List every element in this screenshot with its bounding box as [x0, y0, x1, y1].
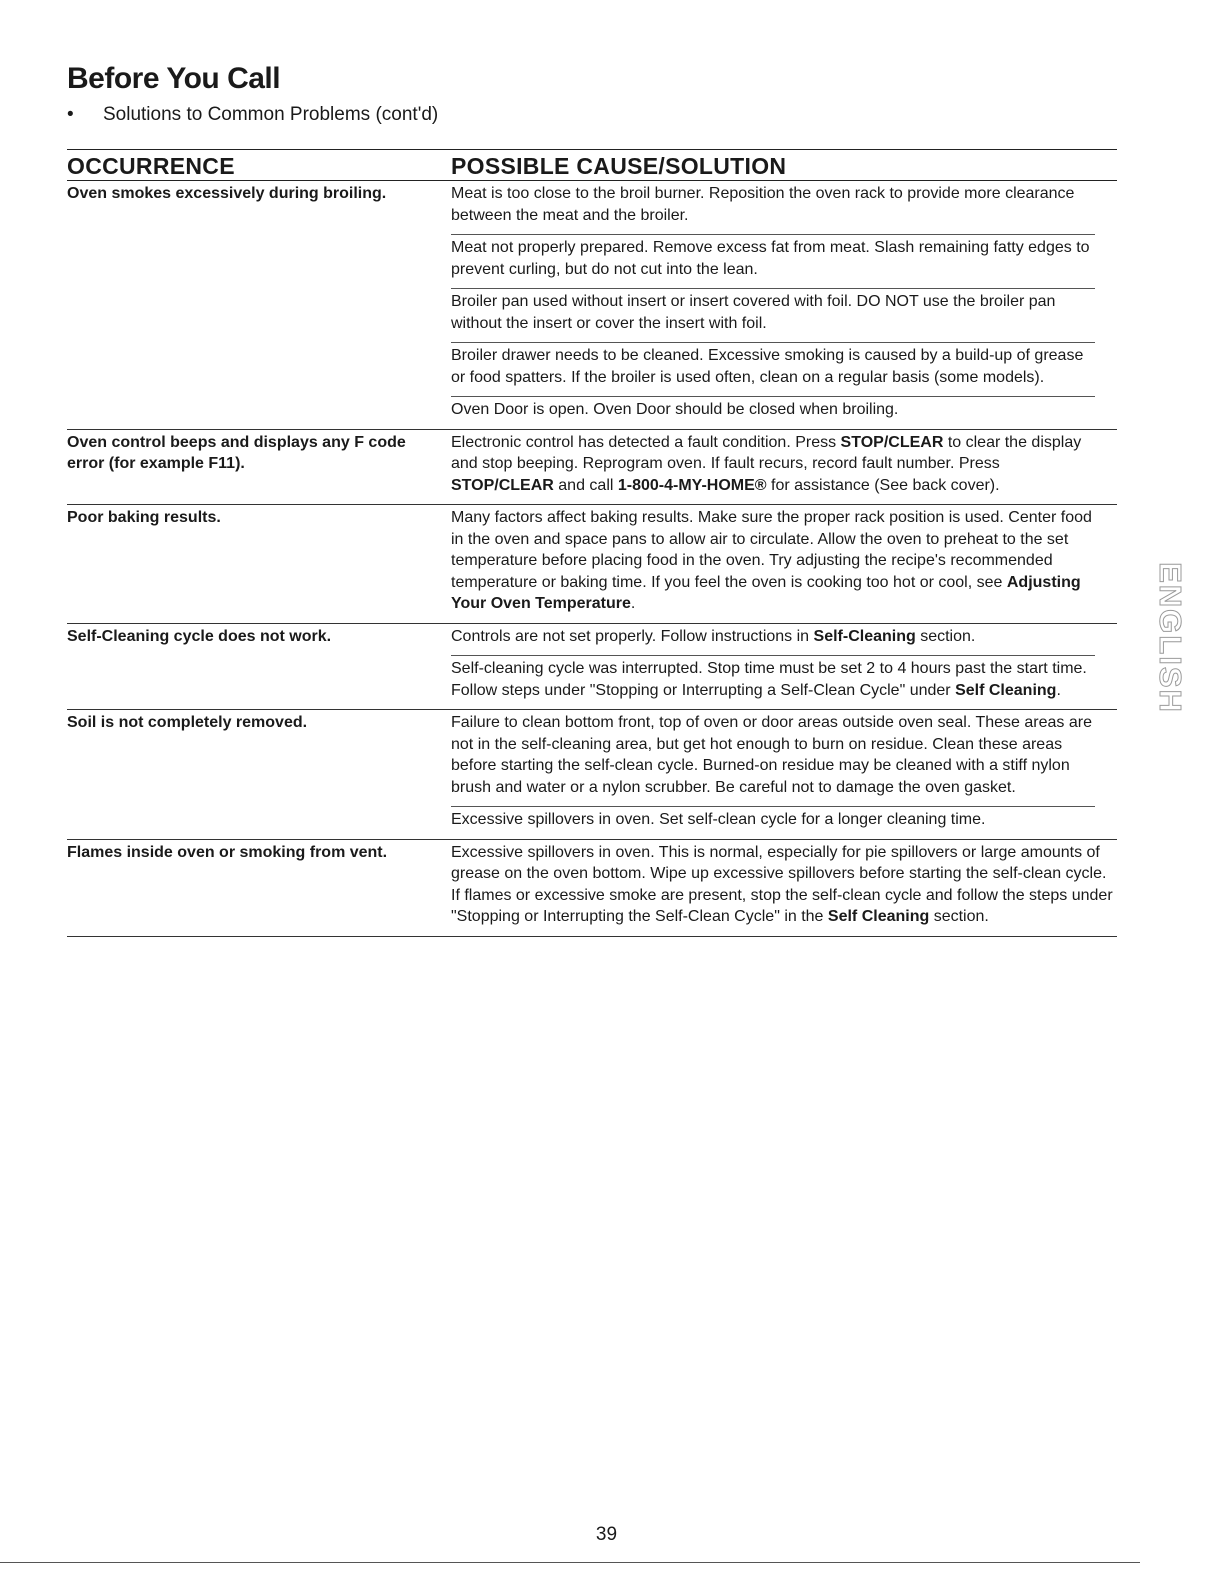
solutions-cell: [451, 181, 1117, 429]
solution-text: Self-cleaning cycle was interrupted. Stop time must be set 2 to 4 hours past the start time. Follow steps under "Stopping or Interrupting a Self-Clean Cycle" under: [451, 660, 1087, 699]
solution-item: Failure to clean bottom front, top of oven or door areas outside oven seal. These areas are not in the self-cleaning area, but get hot enough to burn on residue. Clean these areas before starting the self-clean cycle. Burned-on residue may be cleaned with a stiff nylon brush and water or a nylon scrubber. Be careful not to damage the oven gasket.: [451, 710, 1095, 807]
solution-item: [451, 656, 1095, 709]
column-header-occurrence: OCCURRENCE: [67, 153, 235, 179]
table-row: [67, 430, 1117, 506]
solution-text: Excessive spillovers in oven. This is normal, especially for pie spillovers or large amounts of grease on the oven bottom. Wipe up excessive spillovers before starting the self-clean cycle. If flames or excessive smoke are present, stop the self-clean cycle and follow the steps under "Stopping or Interrupting the Self-Clean Cycle" in the: [451, 843, 1113, 925]
solution-text: Many factors affect baking results. Make sure the proper rack position is used. Center food in the oven and space pans to allow air to circulate. Allow the oven to preheat to the set temperature before placing food in the oven. Try adjusting the recipe's recommended temperature or baking time. If you feel the oven is cooking too hot or cool, see: [451, 509, 1092, 591]
solution-item: Excessive spillovers in oven. Set self-clean cycle for a longer cleaning time.: [451, 811, 986, 828]
solutions-cell: [451, 710, 1117, 839]
troubleshooting-table: [67, 149, 1117, 937]
page-title: Before You Call: [67, 62, 281, 95]
solution-item: Meat is too close to the broil burner. Reposition the oven rack to provide more clearance between the meat and the broiler.: [451, 181, 1095, 235]
table-row: [67, 710, 1117, 840]
solution-bold-text: STOP/CLEAR: [840, 433, 944, 451]
language-side-tab: [1150, 560, 1190, 715]
solution-item: Broiler pan used without insert or insert covered with foil. DO NOT use the broiler pan without the insert or cover the insert with foil.: [451, 289, 1095, 343]
solution-bold-text: Adjusting Your Oven Temperature: [451, 573, 1081, 612]
solution-bold-text: Self-Cleaning: [813, 627, 916, 645]
solution-bold-text: Self Cleaning: [827, 908, 930, 925]
bullet-icon: •: [67, 104, 74, 125]
solution-bold-text: Self Cleaning: [955, 681, 1057, 699]
occurrence-cell: Oven smokes excessively during broiling.: [67, 185, 387, 202]
solution-item: Broiler drawer needs to be cleaned. Excessive smoking is caused by a build-up of grease or food spatters. If the broiler is used often, clean on a regular basis (some models).: [451, 343, 1095, 397]
solution-text: to clear the display and stop beeping. Reprogram oven. If fault recurs, record fault number. Press: [451, 433, 1082, 472]
solution-item: [451, 430, 1095, 505]
solutions-cell: [451, 624, 1117, 710]
occurrence-cell: Flames inside oven or smoking from vent.: [67, 843, 388, 861]
occurrence-cell: Self-Cleaning cycle does not work.: [67, 627, 332, 645]
solution-text: section.: [929, 908, 989, 925]
occurrence-cell: Soil is not completely removed.: [67, 714, 308, 731]
solution-item: [451, 624, 1095, 657]
solution-item: [451, 840, 1117, 936]
solution-text: .: [630, 595, 636, 612]
page-subtitle: [67, 104, 438, 126]
table-row: [67, 624, 1117, 711]
solution-item: Oven Door is open. Oven Door should be closed when broiling.: [451, 401, 899, 418]
solution-bold-text: STOP/CLEAR: [451, 476, 554, 494]
occurrence-cell: Oven control beeps and displays any F code error (for example F11).: [67, 433, 406, 472]
occurrence-cell: Poor baking results.: [67, 509, 221, 526]
table-row: [67, 505, 1117, 624]
solution-text: Electronic control has detected a fault condition. Press: [451, 433, 841, 451]
solution-text: section.: [915, 627, 976, 645]
language-label: ENGLISH: [1153, 561, 1189, 714]
solution-text: .: [1056, 681, 1061, 699]
bottom-divider: [0, 1562, 1140, 1563]
solutions-cell: [451, 840, 1117, 936]
page-number: 39: [595, 1524, 618, 1545]
solution-bold-text: 1-800-4-MY-HOME®: [617, 476, 767, 494]
solution-item: Meat not properly prepared. Remove excess fat from meat. Slash remaining fatty edges to prevent curling, but do not cut into the lean.: [451, 235, 1095, 289]
column-header-solution: POSSIBLE CAUSE/SOLUTION: [451, 153, 787, 179]
solution-item: [451, 505, 1095, 623]
solution-text: for assistance (See back cover).: [766, 476, 1000, 494]
solutions-cell: [451, 505, 1117, 623]
table-header: [67, 149, 1117, 181]
solution-text: and call: [553, 476, 618, 494]
solutions-cell: [451, 430, 1117, 505]
subtitle-text: Solutions to Common Problems (cont'd): [103, 104, 439, 125]
table-row: [67, 840, 1117, 937]
solution-text: Controls are not set properly. Follow instructions in: [451, 627, 814, 645]
table-row: [67, 181, 1117, 430]
